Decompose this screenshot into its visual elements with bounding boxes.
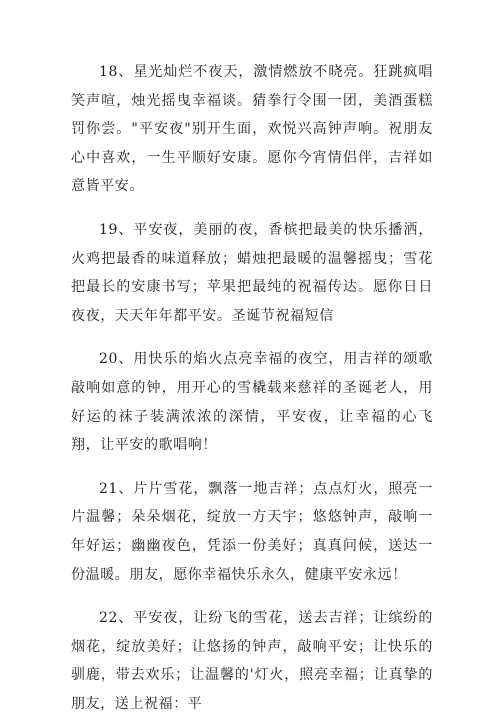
paragraph-21: 21、片片雪花，飘落一地吉祥；点点灯火，照亮一片温馨；朵朵烟花，绽放一方天宇；悠悠钟声，敲响一年好运；幽幽夜色，凭添一份美好；真真问候，送达一份温暖。朋友，愿你幸福快乐永久，健康平安永远！ (71, 480, 433, 583)
document-body (71, 58, 433, 718)
paragraph-19: 19、平安夜，美丽的夜，香槟把最美的快乐播洒，火鸡把最香的味道释放；蜡烛把最暖的温馨摇曳；雪花把最长的安康书写；苹果把最纯的祝福传达。愿你日日夜夜，天天年年都平安。圣诞节祝福短信 (71, 221, 433, 324)
paragraph-20: 20、用快乐的焰火点亮幸福的夜空，用吉祥的颂歌敲响如意的钟，用开心的雪橇载来慈祥的圣诞老人，用好运的袜子装满浓浓的深情，平安夜，让幸福的心飞翔，让平安的歌唱响！ (71, 351, 433, 454)
paragraph-22: 22、平安夜，让纷飞的雪花，送去吉祥；让缤纷的烟花，绽放美好；让悠扬的钟声，敲响平安；让快乐的驯鹿，带去欢乐；让温馨的'灯火，照亮幸福；让真挚的朋友，送上祝福：平 (71, 610, 433, 712)
paragraph-18: 18、星光灿烂不夜天，激情燃放不晓亮。狂跳疯唱笑声喧，烛光摇曳幸福谈。猜拳行令围一团，美酒蛋糕罚你尝。"平安夜"别开生面，欢悦兴高钟声响。祝朋友心中喜欢，一生平顺好安康。愿你今宵情侣伴，吉祥如意皆平安。 (71, 64, 433, 195)
